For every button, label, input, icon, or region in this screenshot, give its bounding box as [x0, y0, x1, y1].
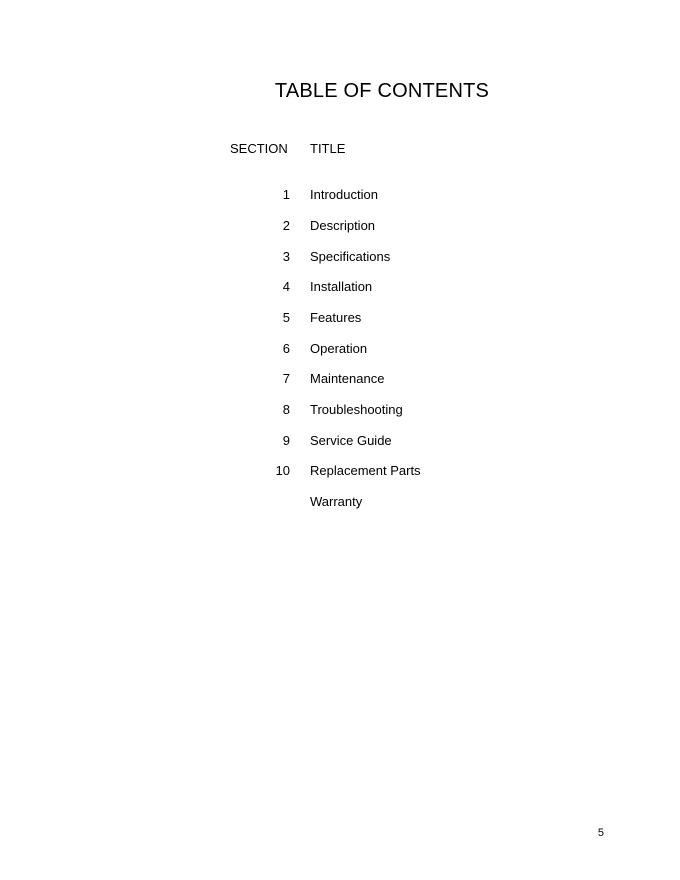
toc-row — [0, 218, 680, 234]
toc-section-number: 8 — [282, 402, 290, 417]
page-number: 5 — [597, 827, 604, 839]
toc-row — [0, 402, 680, 418]
toc-section-title: Maintenance — [310, 371, 385, 386]
toc-row — [0, 433, 680, 449]
toc-section-number: 10 — [275, 463, 290, 478]
toc-row — [0, 371, 680, 387]
toc-row — [0, 249, 680, 265]
toc-row — [0, 310, 680, 326]
toc-section-title: Replacement Parts — [310, 463, 421, 478]
toc-section-number: 7 — [282, 371, 290, 386]
section-column-header: SECTION — [230, 141, 288, 156]
toc-row — [0, 341, 680, 357]
toc-row — [0, 187, 680, 203]
toc-row — [0, 279, 680, 295]
toc-section-title: Specifications — [310, 249, 391, 264]
toc-section-number: 4 — [282, 279, 290, 294]
toc-section-number: 3 — [282, 249, 290, 264]
toc-row — [0, 463, 680, 479]
toc-section-number: 5 — [282, 310, 290, 325]
toc-section-number: 6 — [282, 341, 290, 356]
toc-section-title: Warranty — [310, 494, 363, 509]
toc-section-title: Installation — [310, 279, 373, 294]
toc-section-title: Service Guide — [310, 433, 392, 448]
toc-section-title: Description — [310, 218, 376, 233]
toc-section-title: Features — [310, 310, 362, 325]
toc-row — [0, 494, 680, 510]
title-column-header: TITLE — [310, 141, 346, 156]
toc-section-number: 9 — [282, 433, 290, 448]
toc-section-number: 2 — [282, 218, 290, 233]
toc-section-title: Troubleshooting — [310, 402, 403, 417]
toc-section-title: Introduction — [310, 187, 378, 202]
page-title: TABLE OF CONTENTS — [274, 80, 490, 102]
toc-section-number: 1 — [282, 187, 290, 202]
toc-section-title: Operation — [310, 341, 368, 356]
